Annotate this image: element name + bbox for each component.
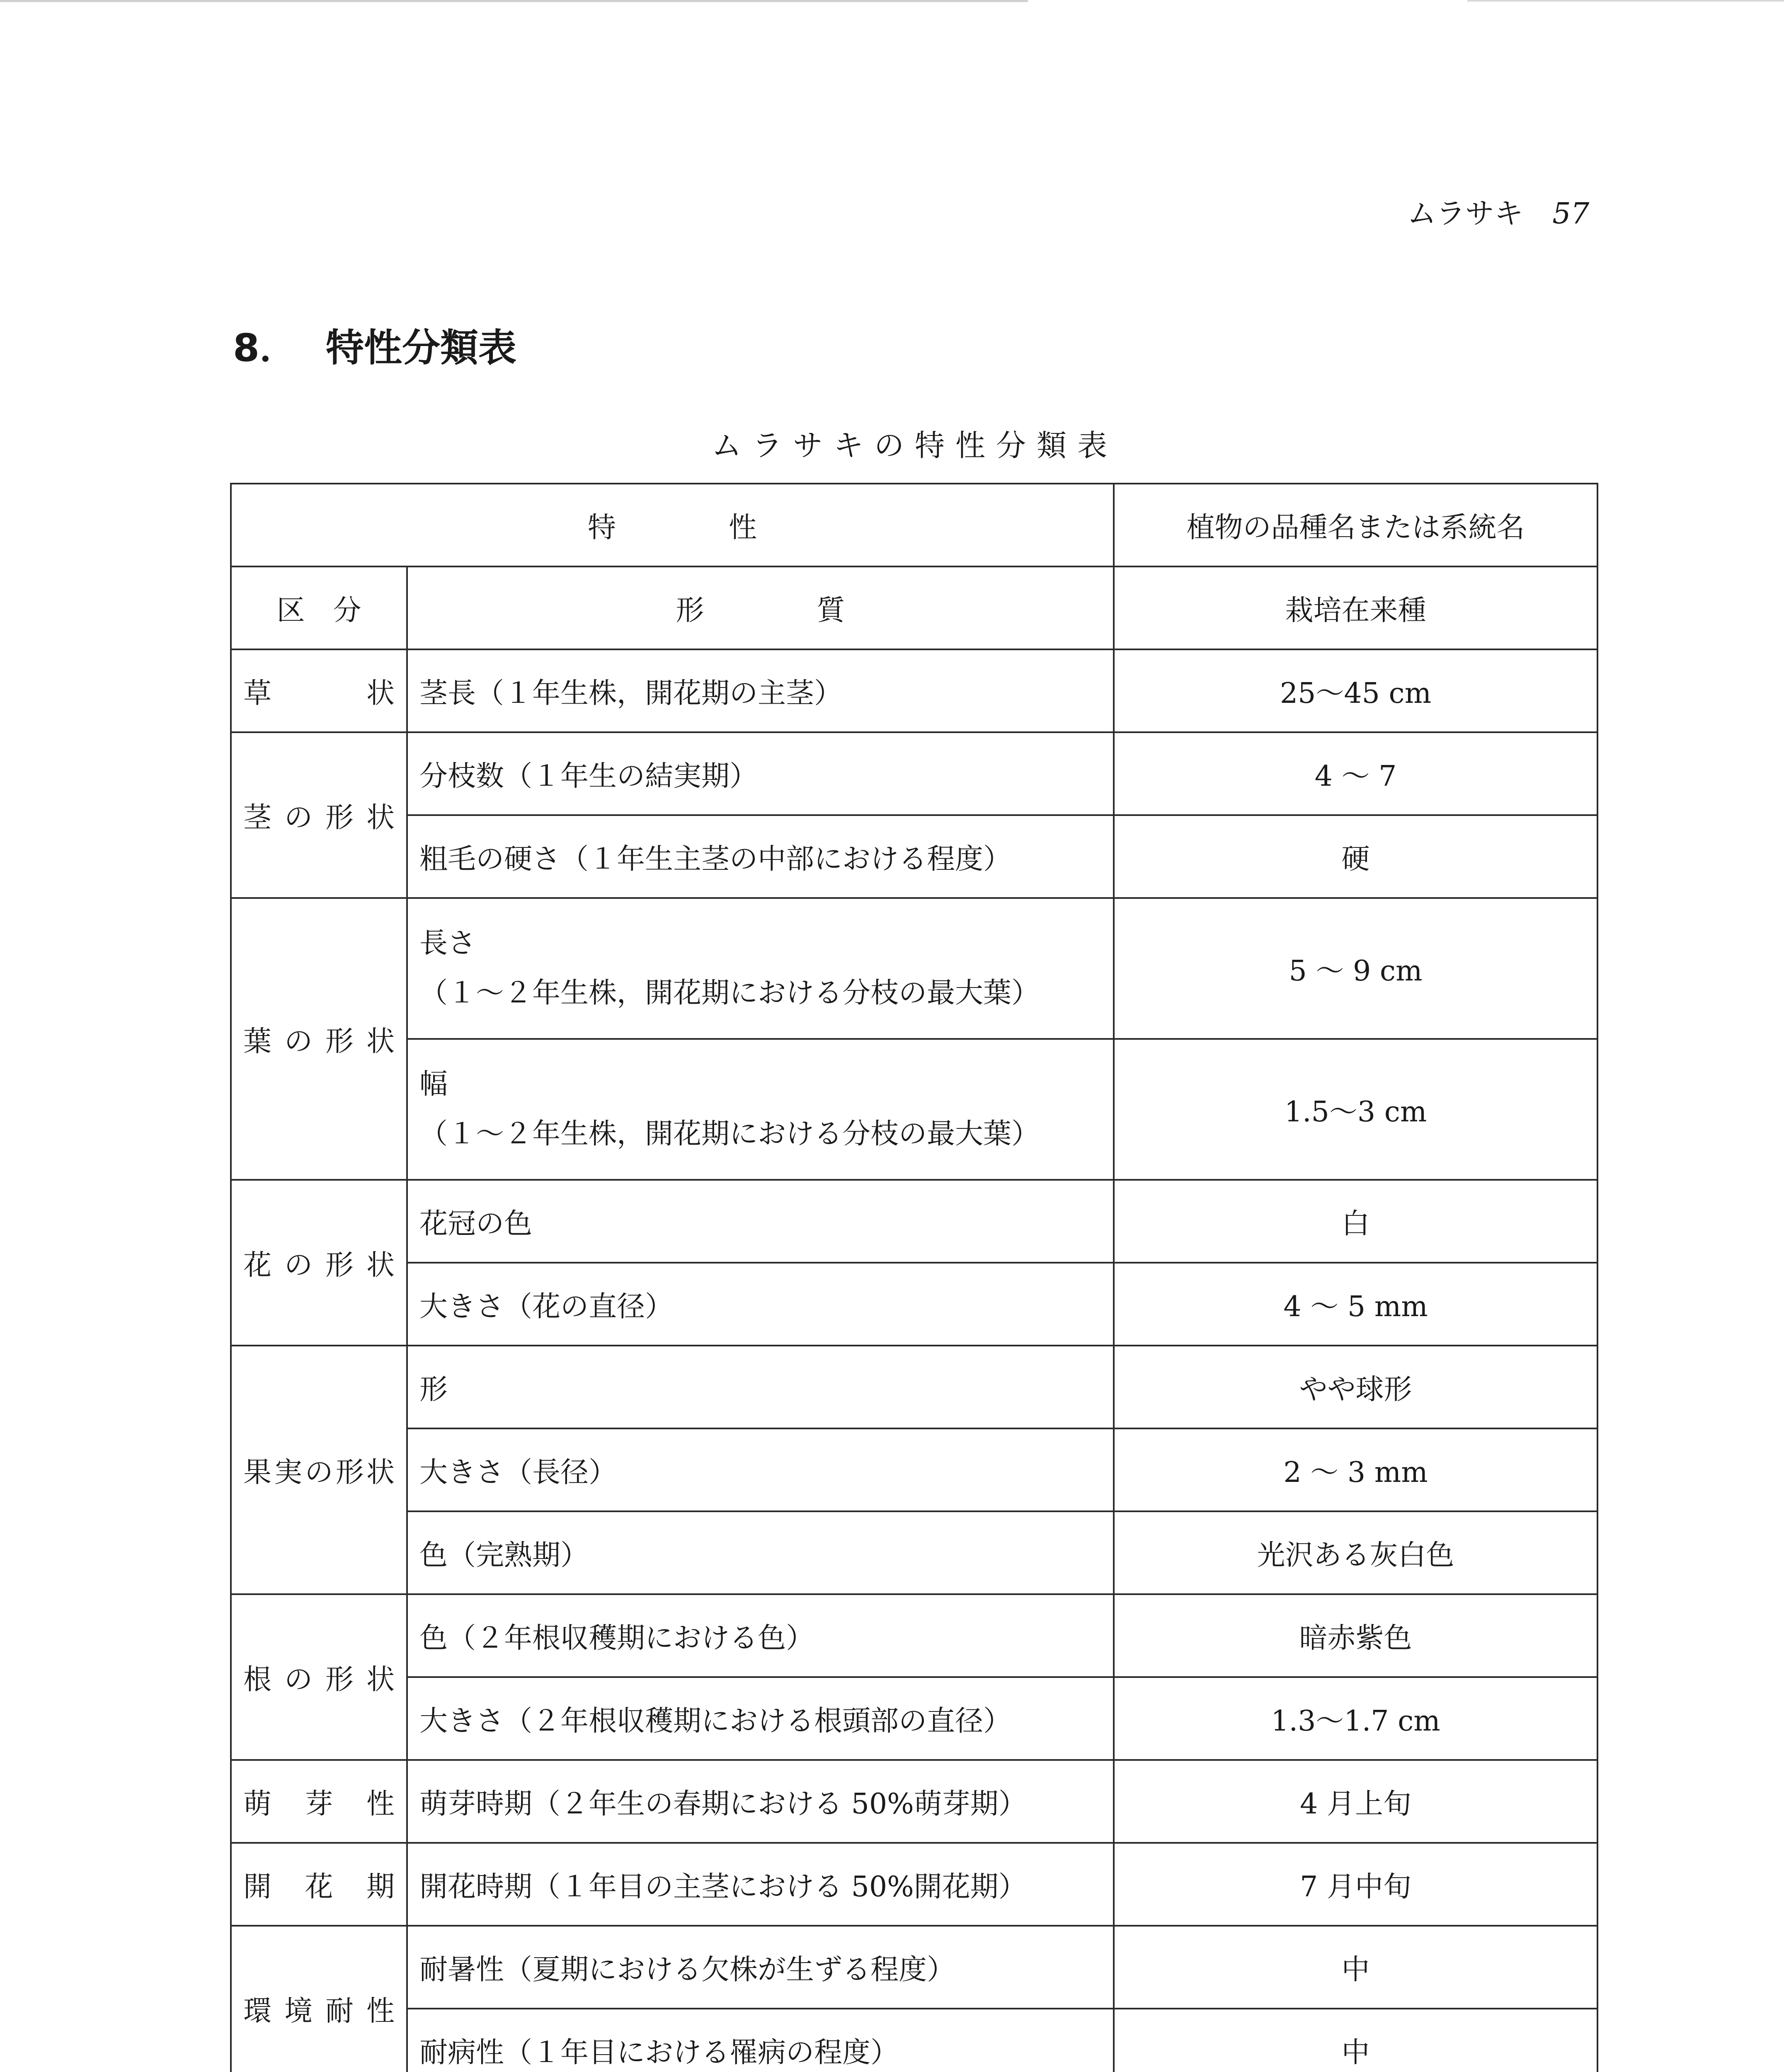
table-header-row	[231, 484, 1597, 566]
table-row	[231, 1843, 1597, 1926]
table-row	[231, 1594, 1597, 1677]
attribute-cell: 開花時期（１年目の主茎における 50%開花期）	[407, 1843, 1114, 1926]
value-cell: 4 ～ 7	[1114, 732, 1597, 815]
value-cell: 暗赤紫色	[1114, 1594, 1597, 1677]
running-head	[1407, 189, 1602, 238]
attribute-note: （１～２年生株，開花期における分枝の最大葉）	[419, 977, 1040, 1009]
attribute-cell: 萌芽時期（２年生の春期における 50%萌芽期）	[407, 1760, 1114, 1843]
value-cell: 中	[1114, 1926, 1597, 2009]
scan-edge	[1467, 0, 1784, 2]
attribute-cell: 色（２年根収穫期における色）	[407, 1594, 1114, 1677]
value-cell: 2 ～ 3 mm	[1114, 1428, 1597, 1511]
table-row	[231, 1180, 1597, 1263]
attribute-line: 長さ	[419, 927, 476, 960]
attribute-cell	[407, 898, 1114, 1039]
table-row	[231, 1511, 1597, 1594]
table-row	[231, 1677, 1597, 1760]
scan-edge	[0, 0, 1028, 2]
category-cell: 萌芽性	[231, 1760, 407, 1843]
table-row	[231, 1926, 1597, 2009]
table-row	[231, 1039, 1597, 1180]
value-cell: 7 月中旬	[1114, 1843, 1597, 1926]
attribute-cell: 粗毛の硬さ（１年生主茎の中部における程度）	[407, 815, 1114, 898]
table-row	[231, 1760, 1597, 1843]
value-cell: 4 月上旬	[1114, 1760, 1597, 1843]
trait-classification-table	[230, 483, 1598, 2072]
page-number: 57	[1552, 196, 1590, 230]
running-title: ムラサキ	[1407, 196, 1523, 230]
attribute-line: 幅	[419, 1068, 448, 1101]
table-row	[231, 815, 1597, 898]
value-cell: 25～45 cm	[1114, 649, 1597, 732]
category-cell: 花の形状	[231, 1180, 407, 1346]
value-cell: 中	[1114, 2009, 1597, 2072]
attribute-cell: 茎長（１年生株，開花期の主茎）	[407, 649, 1114, 732]
category-cell: 根の形状	[231, 1594, 407, 1760]
attribute-cell: 大きさ（２年根収穫期における根頭部の直径）	[407, 1677, 1114, 1760]
table-row	[231, 649, 1597, 732]
value-cell: 4 ～ 5 mm	[1114, 1263, 1597, 1346]
attribute-cell: 大きさ（花の直径）	[407, 1263, 1114, 1346]
header-variety-name: 栽培在来種	[1114, 566, 1597, 649]
header-trait: 特 性	[231, 484, 1114, 566]
table-row	[231, 1346, 1597, 1428]
attribute-cell: 花冠の色	[407, 1180, 1114, 1263]
table-row	[231, 1428, 1597, 1511]
table-subheader-row	[231, 566, 1597, 649]
attribute-note: （１～２年生株，開花期における分枝の最大葉）	[419, 1118, 1040, 1150]
header-variety: 植物の品種名または系統名	[1114, 484, 1597, 566]
header-category: 区 分	[231, 566, 407, 649]
attribute-cell: 形	[407, 1346, 1114, 1428]
value-cell: 5 ～ 9 cm	[1114, 898, 1597, 1039]
category-cell: 環境耐性	[231, 1926, 407, 2072]
attribute-cell: 耐病性（１年目における罹病の程度）	[407, 2009, 1114, 2072]
attribute-cell: 耐暑性（夏期における欠株が生ずる程度）	[407, 1926, 1114, 2009]
category-cell: 茎の形状	[231, 732, 407, 898]
header-form: 形 質	[407, 566, 1114, 649]
category-cell: 果実の形状	[231, 1346, 407, 1594]
table-caption: ムラサキの特性分類表	[711, 428, 1118, 463]
value-cell: 硬	[1114, 815, 1597, 898]
category-cell: 草 状	[231, 649, 407, 732]
category-cell: 葉の形状	[231, 898, 407, 1180]
table-row	[231, 2009, 1597, 2072]
value-cell: 1.3～1.7 cm	[1114, 1677, 1597, 1760]
value-cell: 1.5～3 cm	[1114, 1039, 1597, 1180]
table-row	[231, 1263, 1597, 1346]
value-cell: 光沢ある灰白色	[1114, 1511, 1597, 1594]
category-cell: 開花期	[231, 1843, 407, 1926]
attribute-cell: 大きさ（長径）	[407, 1428, 1114, 1511]
attribute-cell: 分枝数（１年生の結実期）	[407, 732, 1114, 815]
table-row	[231, 732, 1597, 815]
attribute-cell: 色（完熟期）	[407, 1511, 1114, 1594]
section-heading	[233, 321, 516, 375]
value-cell: やや球形	[1114, 1346, 1597, 1428]
table-row	[231, 898, 1597, 1039]
section-title: 特性分類表	[326, 326, 517, 370]
value-cell: 白	[1114, 1180, 1597, 1263]
section-number: 8．	[233, 326, 298, 370]
attribute-cell	[407, 1039, 1114, 1180]
